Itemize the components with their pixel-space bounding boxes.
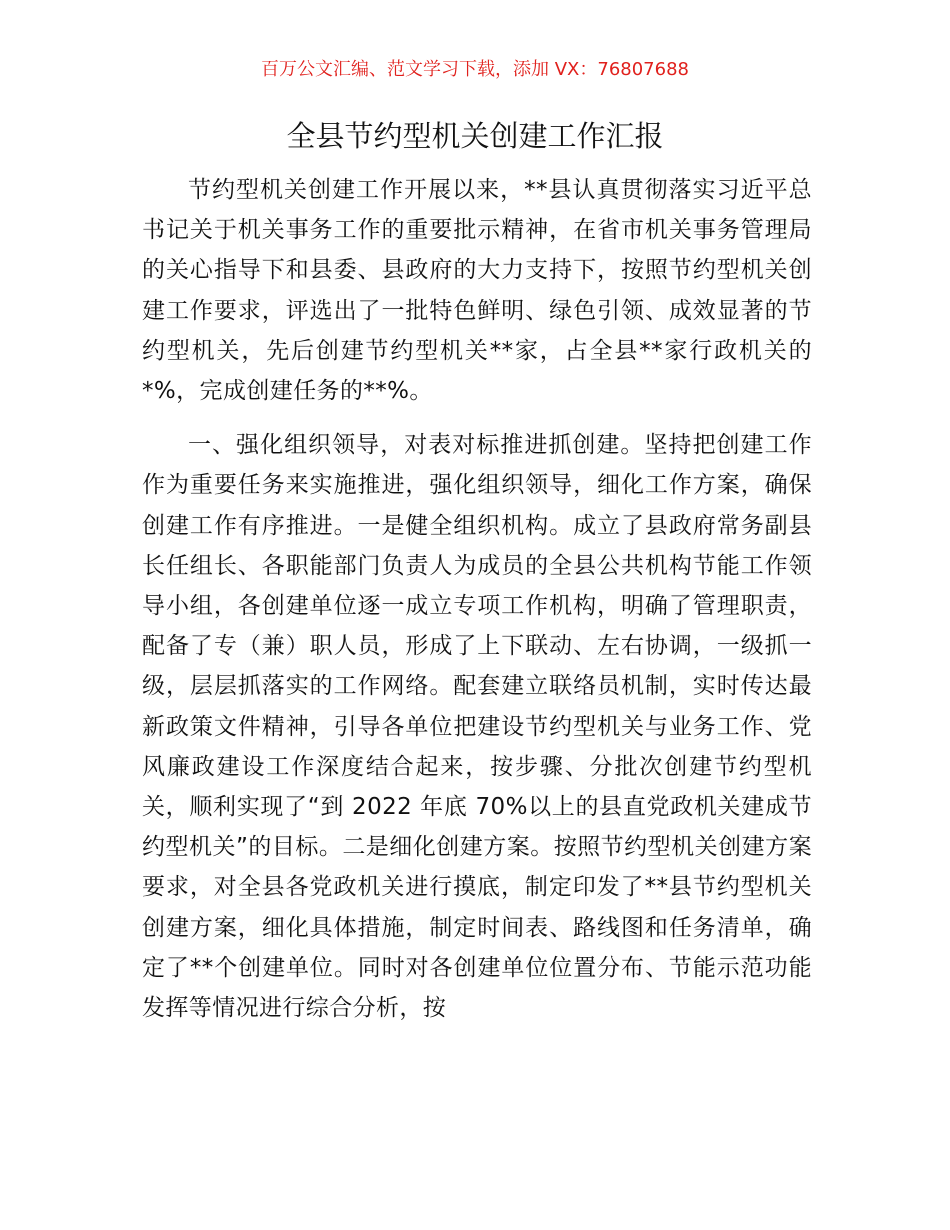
header-banner: 百万公文汇编、范文学习下载，添加 VX：76807688	[261, 59, 689, 80]
paragraph-section-one: 一、强化组织领导，对表对标推进抓创建。坚持把创建工作作为重要任务来实施推进，强化组织领导，细化工作方案，确保创建工作有序推进。一是健全组织机构。成立了县政府常务副县长任组长、各职能部门负责人为成员的全县公共机构节能工作领导小组，各创建单位逐一成立专项工作机构，明确了管理职责，配备了专（兼）职人员，形成了上下联动、左右协调，一级抓一级，层层抓落实的工作网络。配套建立联络员机制，实时传达最新政策文件精神，引导各单位把建设节约型机关与业务工作、党风廉政建设工作深度结合起来，按步骤、分批次创建节约型机关，顺利实现了“到 2022 年底 70%以上的县直党政机关建成节约型机关”的目标。二是细化创建方案。按照节约型机关创建方案要求，对全县各党政机关进行摸底，制定印发了**县节约型机关创建方案，细化具体措施，制定时间表、路线图和任务清单，确定了**个创建单位。同时对各创建单位位置分布、节能示范功能发挥等情况进行综合分析，按	[142, 432, 812, 1022]
document-body	[142, 170, 812, 1028]
paragraph-intro: 节约型机关创建工作开展以来，**县认真贯彻落实习近平总书记关于机关事务工作的重要批示精神，在省市机关事务管理局的关心指导下和县委、县政府的大力支持下，按照节约型机关创建工作要求，评选出了一批特色鲜明、绿色引领、成效显著的节约型机关，先后创建节约型机关**家，占全县**家行政机关的*%，完成创建任务的**%。	[142, 177, 812, 405]
page-title: 全县节约型机关创建工作汇报	[286, 119, 664, 153]
